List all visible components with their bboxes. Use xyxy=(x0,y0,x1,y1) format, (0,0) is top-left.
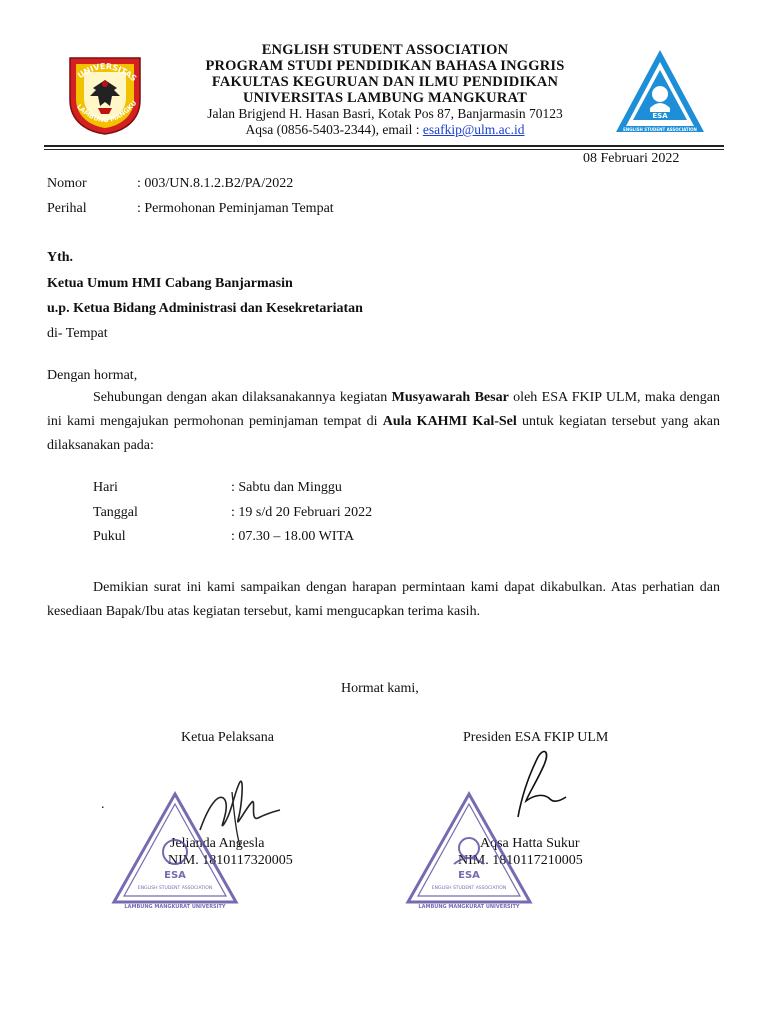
letterhead-line-2: PROGRAM STUDI PENDIDIKAN BAHASA INGGRIS xyxy=(205,58,565,74)
detail-tanggal-value: : 19 s/d 20 Februari 2022 xyxy=(231,505,373,520)
paragraph-1 xyxy=(47,386,720,458)
recipient-name: Ketua Umum HMI Cabang Banjarmasin xyxy=(47,276,293,291)
p1-text-c: oleh ESA FKIP ULM, maka dengan ini kami mengajukan permohonan peminjaman tempat di xyxy=(47,390,720,429)
p1-text-a: Sehubungan dengan akan dilaksanakannya kegiatan xyxy=(93,390,392,405)
letterhead-line-1: ENGLISH STUDENT ASSOCIATION xyxy=(261,42,509,58)
email-link[interactable]: esafkip@ulm.ac.id xyxy=(422,122,525,137)
right-signer-role: Presiden ESA FKIP ULM xyxy=(463,730,609,745)
left-signer-role: Ketua Pelaksana xyxy=(181,730,274,745)
closing-hormat: Hormat kami, xyxy=(341,681,419,696)
p1-text-e: untuk kegiatan tersebut yang akan dilaksanakan pada: xyxy=(47,414,720,453)
recipient-up: u.p. Ketua Bidang Administrasi dan Kesekretariatan xyxy=(47,301,363,316)
detail-tanggal-label: Tanggal xyxy=(93,505,138,520)
esa-logo-bottom-text: ENGLISH STUDENT ASSOCIATION xyxy=(623,127,697,132)
greeting: Dengan hormat, xyxy=(47,368,138,383)
right-signer-nim: NIM. 1810117210005 xyxy=(458,853,583,868)
p1-venue-name: Aula KAHMI Kal-Sel xyxy=(382,414,517,429)
right-stamp-abbrev: ESA xyxy=(458,870,480,881)
nomor-value: : 003/UN.8.1.2.B2/PA/2022 xyxy=(137,176,294,191)
detail-hari-value: : Sabtu dan Minggu xyxy=(231,480,342,495)
letterhead xyxy=(160,42,610,138)
left-stamp-bottom: LAMBUNG MANGKURAT UNIVERSITY xyxy=(124,904,226,910)
p2-text: Demikian surat ini kami sampaikan dengan harapan permintaan kami dapat dikabulkan. Atas perhatian dan kesediaan Bapak/Ibu atas kegiatan tersebut, kami mengucapkan terima kasih. xyxy=(47,580,720,619)
detail-hari-label: Hari xyxy=(93,480,118,495)
letterhead-contact xyxy=(160,122,610,138)
letterhead-line-3: FAKULTAS KEGURUAN DAN ILMU PENDIDIKAN xyxy=(211,74,559,90)
detail-pukul-label: Pukul xyxy=(93,529,126,544)
esa-logo xyxy=(614,48,706,136)
detail-pukul-value: : 07.30 – 18.00 WITA xyxy=(231,529,355,544)
letterhead-address: Jalan Brigjend H. Hasan Basri, Kotak Pos 87, Banjarmasin 70123 xyxy=(207,106,563,121)
nomor-label: Nomor xyxy=(47,176,87,191)
header-divider-thin xyxy=(44,149,724,150)
ulm-logo-top-text: UNIVERSITAS xyxy=(75,61,139,84)
left-stamp-abbrev: ESA xyxy=(164,870,186,881)
recipient-yth: Yth. xyxy=(47,250,74,265)
stray-dot: . xyxy=(101,797,105,812)
left-signature xyxy=(180,772,290,852)
right-signer-name: Aqsa Hatta Sukur xyxy=(480,836,580,851)
letter-date: 08 Februari 2022 xyxy=(583,151,680,166)
recipient-place: di- Tempat xyxy=(47,326,108,341)
header-divider xyxy=(44,145,724,147)
perihal-value: : Permohonan Peminjaman Tempat xyxy=(137,201,334,216)
right-stamp-inner: ENGLISH STUDENT ASSOCIATION xyxy=(431,886,507,891)
perihal-label: Perihal xyxy=(47,201,87,216)
esa-logo-abbrev: ESA xyxy=(652,112,668,120)
letterhead-line-4: UNIVERSITAS LAMBUNG MANGKURAT xyxy=(242,90,527,106)
right-signature xyxy=(500,745,570,825)
contact-text: Aqsa (0856-5403-2344), email : xyxy=(245,122,423,137)
p1-event-name: Musyawarah Besar xyxy=(391,390,509,405)
right-stamp-bottom: LAMBUNG MANGKURAT UNIVERSITY xyxy=(418,904,520,910)
paragraph-2 xyxy=(47,576,720,624)
left-stamp-inner: ENGLISH STUDENT ASSOCIATION xyxy=(137,886,213,891)
ulm-logo xyxy=(62,52,148,136)
left-signer-name: Jelianda Angesla xyxy=(170,836,265,851)
left-signer-nim: NIM. 1810117320005 xyxy=(168,853,293,868)
ulm-logo-bottom-text: LAMBUNG MANGKU xyxy=(75,99,139,125)
